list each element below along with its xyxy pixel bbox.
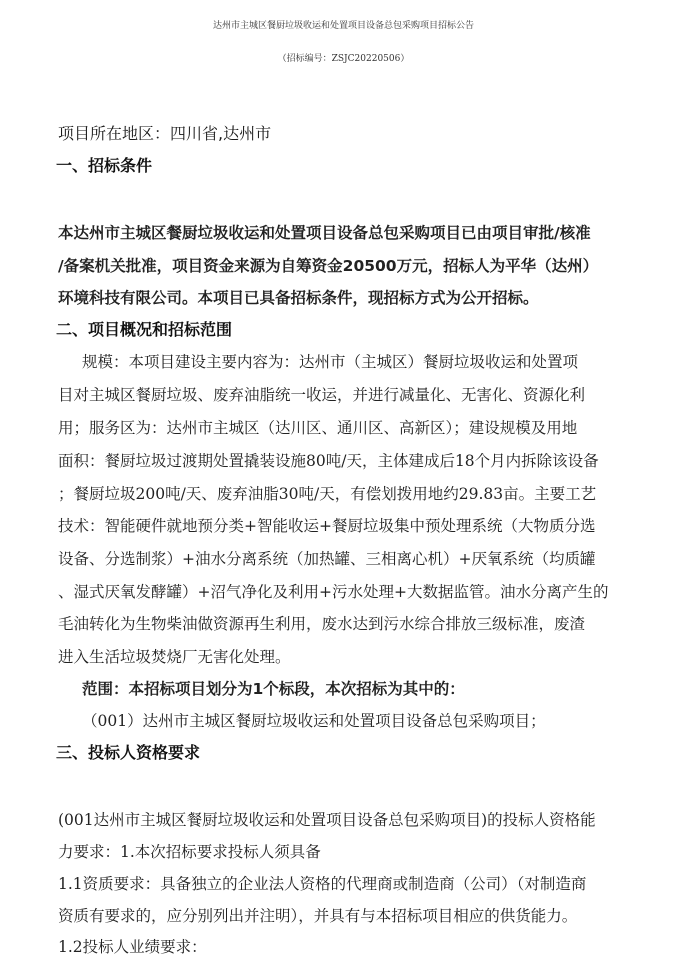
s2-scope-item: （001）达州市主城区餐厨垃圾收运和处置项目设备总包采购项目； [82,712,546,730]
s1-line-2: /备案机关批准，项目资金来源为自筹资金20500万元，招标人为平华（达州） [58,257,599,275]
s3-line-5: 1.2投标人业绩要求： [58,938,207,956]
s2-line-7: 设备、分选制浆）+油水分离系统（加热罐、三相离心机）+厌氧系统（均质罐 [58,550,596,568]
section-2-heading: 二、项目概况和招标范围 [56,320,233,339]
project-location: 项目所在地区：四川省,达州市 [58,124,272,143]
page-title: 达州市主城区餐厨垃圾收运和处置项目设备总包采购项目招标公告 [212,21,474,31]
s1-line-3: 环境科技有限公司。本项目已具备招标条件，现招标方式为公开招标。 [58,289,539,307]
s2-line-3: 用；服务区为：达州市主城区（达川区、通川区、高新区）；建设规模及用地 [58,419,578,437]
s2-scope: 范围：本招标项目划分为1个标段，本次招标为其中的： [82,680,465,698]
s2-line-8: 、湿式厌氧发酵罐）+沼气净化及利用+污水处理+大数据监管。油水分离产生的 [58,583,609,601]
s2-line-10: 进入生活垃圾焚烧厂无害化处理。 [58,648,291,666]
s3-line-2: 力要求：1.本次招标要求投标人须具备 [58,843,321,861]
s1-line-1: 本达州市主城区餐厨垃圾收运和处置项目设备总包采购项目已由项目审批/核准 [58,224,591,242]
s3-line-3: 1.1资质要求：具备独立的企业法人资格的代理商或制造商（公司）（对制造商 [58,875,587,893]
s2-line-6: 技术：智能硬件就地预分类+智能收运+餐厨垃圾集中预处理系统（大物质分选 [58,517,596,535]
s2-line-2: 目对主城区餐厨垃圾、废弃油脂统一收运，并进行减量化、无害化、资源化利 [58,386,586,404]
s2-line-4: 面积：餐厨垃圾过渡期处置撬装设施80吨/天，主体建成后18个月内拆除该设备 [58,452,599,470]
s2-line-5: ；餐厨垃圾200吨/天、废弃油脂30吨/天，有偿划拨用地约29.83亩。主要工艺 [58,485,597,503]
s2-line-9: 毛油转化为生物柴油做资源再生利用，废水达到污水综合排放三级标准，废渣 [58,615,586,633]
s3-line-4: 资质有要求的，应分别列出并注明），并具有与本招标项目相应的供货能力。 [58,907,578,925]
s3-line-1: (001达州市主城区餐厨垃圾收运和处置项目设备总包采购项目)的投标人资格能 [58,811,596,829]
s2-line-1: 规模：本项目建设主要内容为：达州市（主城区）餐厨垃圾收运和处置项 [82,353,579,371]
section-3-heading: 三、投标人资格要求 [56,743,201,762]
section-1-heading: 一、招标条件 [56,156,153,175]
bid-number: （招标编号：ZSJC20220506） [277,54,410,64]
